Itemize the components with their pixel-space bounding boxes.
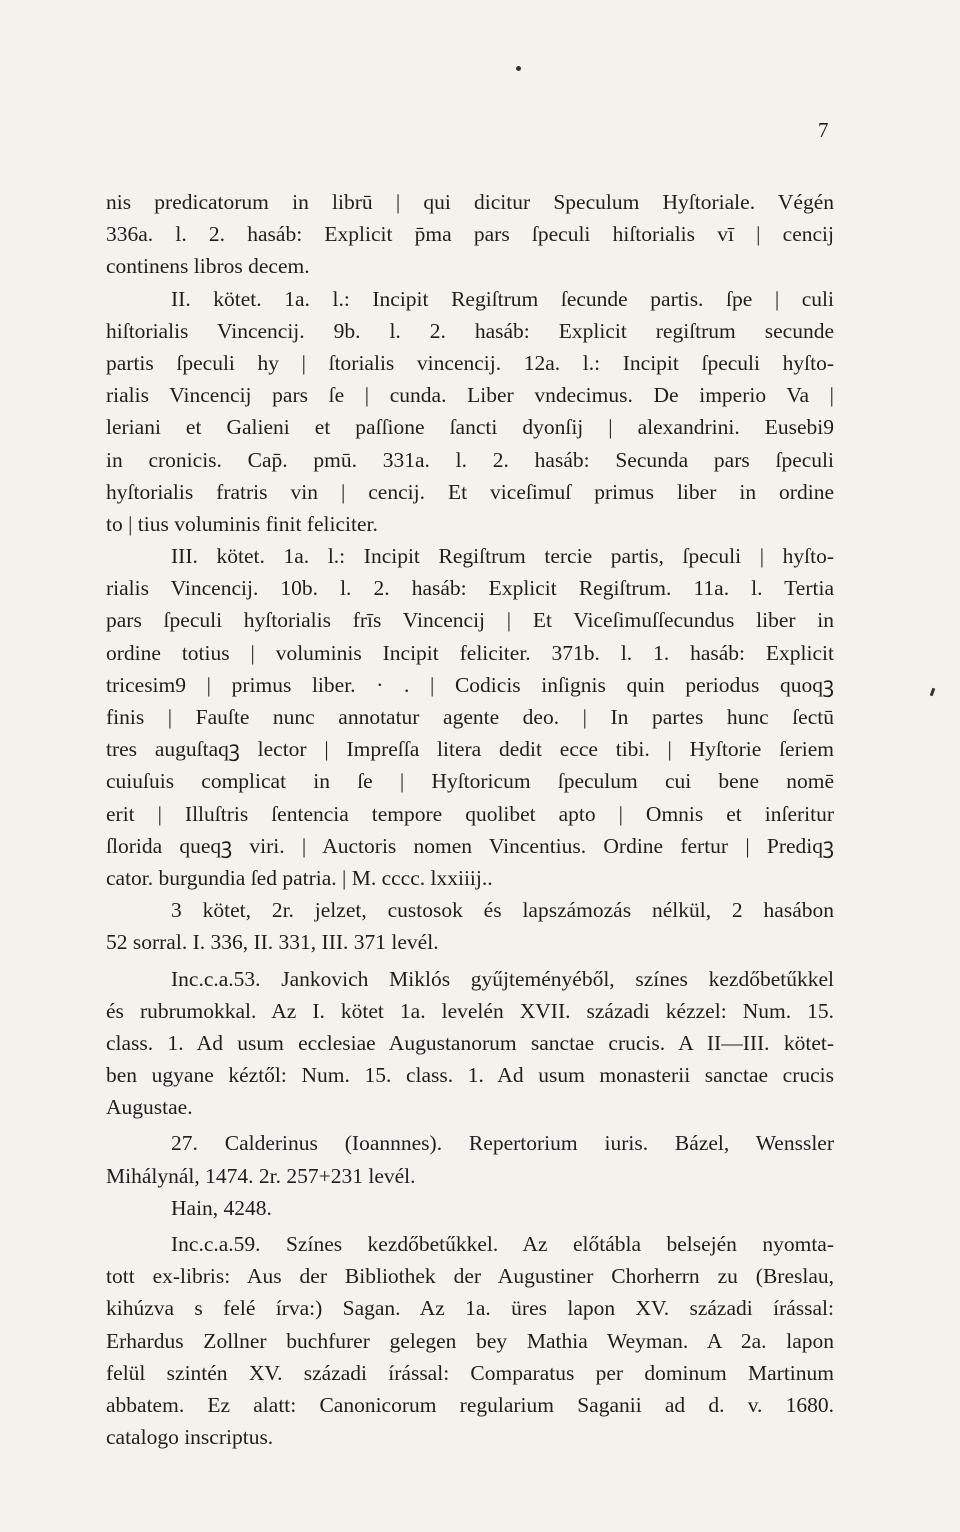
page-number: 7 <box>818 118 829 142</box>
text-line: ben ugyane kéztől: Num. 15. class. 1. Ad usum monasterii sanctae crucis <box>106 1063 834 1088</box>
text-line: catalogo inscriptus. <box>106 1425 274 1450</box>
text-line: 52 sorral. I. 336, II. 331, III. 371 levél. <box>106 930 439 955</box>
text-line: Inc.c.a.59. Színes kezdőbetűkkel. Az előtábla belsején nyomta- <box>171 1232 834 1256</box>
text-line: rialis Vincencij. 10b. l. 2. hasáb: Explicit Regiſtrum. 11a. l. Tertia <box>106 576 834 601</box>
text-line: 3 kötet, 2r. jelzet, custosok és lapszámozás nélkül, 2 hasábon <box>171 898 834 923</box>
text-line: III. kötet. 1a. l.: Incipit Regiſtrum tercie partis, ſpeculi | hyſto- <box>171 544 834 569</box>
text-line: Mihálynál, 1474. 2r. 257+231 levél. <box>106 1163 416 1188</box>
text-line: Augustae. <box>106 1095 193 1120</box>
text-line: és rubrumokkal. Az I. kötet 1a. levelén XVII. századi kézzel: Num. 15. <box>106 998 834 1023</box>
text-line: cator. burgundia ſed patria. | M. cccc. lxxiiij.. <box>106 865 493 890</box>
text-line: tres auguſtaqꝫ lector | Impreſſa litera dedit ecce tibi. | Hyſtorie ſeriem <box>106 737 834 762</box>
text-line: in cronicis. Cap̄. pmū. 331a. l. 2. hasáb: Secunda pars ſpeculi <box>106 447 834 472</box>
text-line: hiſtorialis Vincencij. 9b. l. 2. hasáb: Explicit regiſtrum secunde <box>106 318 834 343</box>
text-line: class. 1. Ad usum ecclesiae Augustanorum sanctae crucis. A II—III. kötet- <box>106 1030 834 1055</box>
text-line: felül szintén XV. századi írással: Comparatus per dominum Martinum <box>106 1360 834 1385</box>
text-line: Hain, 4248. <box>171 1195 272 1220</box>
ink-speck <box>516 66 521 71</box>
text-line: finis | Fauſte nunc annotatur agente deo. | In partes hunc ſectū <box>106 705 834 729</box>
entry-heading: 27. Calderinus (Ioannnes). Repertorium iuris. Bázel, Wenssler <box>171 1131 834 1156</box>
text-line: continens libros decem. <box>106 254 310 279</box>
text-line: abbatem. Ez alatt: Canonicorum regularium Saganii ad d. v. 1680. <box>106 1392 834 1417</box>
text-line: cuiuſuis complicat in ſe | Hyſtoricum ſpeculum cui bene nomē <box>106 769 834 794</box>
text-line: leriani et Galieni et paſſione ſancti dyonſij | alexandrini. Eusebi9 <box>106 415 834 440</box>
text-line: rialis Vincencij pars ſe | cunda. Liber vndecimus. De imperio Va | <box>106 383 834 408</box>
text-line: II. kötet. 1a. l.: Incipit Regiſtrum ſecunde partis. ſpe | culi <box>171 286 834 311</box>
text-line: pars ſpeculi hyſtorialis frīs Vincencij | Et Viceſimuſſecundus liber in <box>106 608 834 633</box>
text-line: Erhardus Zollner buchfurer gelegen bey Mathia Weyman. A 2a. lapon <box>106 1328 834 1353</box>
text-line: ordine totius | voluminis Incipit feliciter. 371b. l. 1. hasáb: Explicit <box>106 640 834 665</box>
text-line: 336a. l. 2. hasáb: Explicit p̄ma pars ſpeculi hiſtorialis vī | cencij <box>106 222 834 247</box>
text-line: ſlorida queqꝫ viri. | Auctoris nomen Vincentius. Ordine fertur | Prediqꝫ <box>106 833 834 858</box>
text-line: Inc.c.a.53. Jankovich Miklós gyűjteményéből, színes kezdőbetűkkel <box>171 966 834 991</box>
body-text <box>106 186 834 1453</box>
text-line: hyſtorialis fratris vin | cencij. Et viceſimuſ primus liber in ordine <box>106 479 834 504</box>
text-line: erit | Illuſtris ſentencia tempore quolibet apto | Omnis et inſeritur <box>106 801 834 826</box>
margin-mark <box>930 688 936 697</box>
text-line: nis predicatorum in librū | qui dicitur Speculum Hyſtoriale. Végén <box>106 190 834 214</box>
text-line: to | tius voluminis finit feliciter. <box>106 511 378 536</box>
text-line: tott ex-libris: Aus der Bibliothek der Augustiner Chorherrn zu (Breslau, <box>106 1264 834 1289</box>
text-line: tricesim9 | primus liber. · . | Codicis inſignis quin periodus quoqꝫ <box>106 672 834 697</box>
text-line: partis ſpeculi hy | ſtorialis vincencij. 12a. l.: Incipit ſpeculi hyſto- <box>106 350 834 375</box>
text-line: kihúzva s felé írva:) Sagan. Az 1a. üres lapon XV. századi írással: <box>106 1296 834 1321</box>
